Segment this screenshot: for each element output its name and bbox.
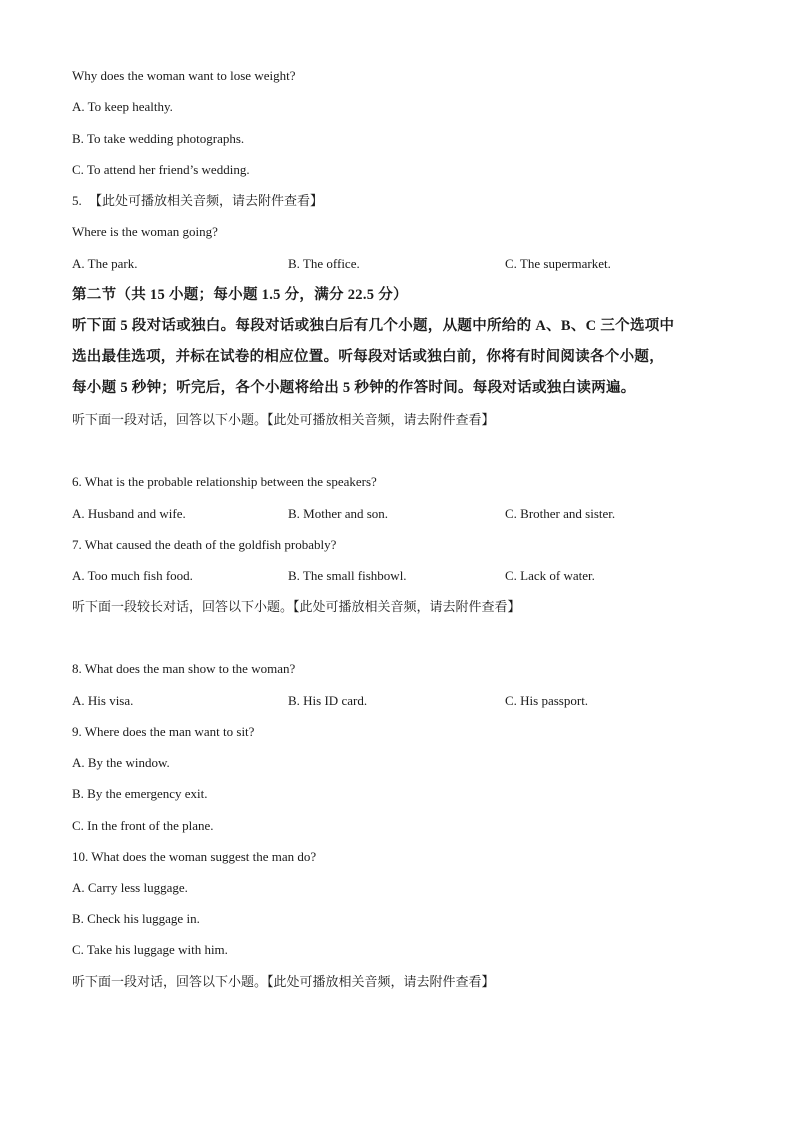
q9-option-c: C. In the front of the plane. [72, 818, 214, 833]
section2-title: 第二节（共 15 小题；每小题 1.5 分，满分 22.5 分） [72, 287, 408, 303]
q8-option-b: B. His ID card. [288, 693, 368, 708]
q5-option-a: A. The park. [72, 256, 138, 271]
q7-option-a: A. Too much fish food. [72, 568, 193, 583]
q10-option-b: B. Check his luggage in. [72, 911, 200, 926]
q8-option-c: C. His passport. [505, 693, 589, 708]
q6-option-a: A. Husband and wife. [72, 506, 186, 521]
q10-option-c: C. Take his luggage with him. [72, 942, 228, 957]
q10-option-a: A. Carry less luggage. [72, 880, 188, 895]
q9-option-b: B. By the emergency exit. [72, 786, 208, 801]
q4-option-c: C. To attend her friend’s wedding. [72, 162, 250, 177]
q4-option-a: A. To keep healthy. [72, 99, 173, 114]
q9-question: 9. Where does the man want to sit? [72, 724, 255, 739]
section2-instruction-line3: 每小题 5 秒钟；听完后，各个小题将给出 5 秒钟的作答时间。每段对话或独白读两遍。 [72, 380, 636, 396]
q6-option-c: C. Brother and sister. [505, 506, 616, 521]
section2-instruction-line1: 听下面 5 段对话或独白。每段对话或独白后有几个小题，从题中所给的 A、B、C 三个选项中 [72, 318, 675, 334]
q5-header [72, 193, 323, 209]
q6-question: 6. What is the probable relationship between the speakers? [72, 474, 377, 489]
q6-option-b: B. Mother and son. [288, 506, 389, 521]
q8-option-a: A. His visa. [72, 693, 134, 708]
q8-question: 8. What does the man show to the woman? [72, 661, 296, 676]
q4-option-b: B. To take wedding photographs. [72, 131, 245, 146]
q4-question: Why does the woman want to lose weight? [72, 68, 296, 83]
q5-option-b: B. The office. [288, 256, 360, 271]
dialog3-intro[interactable]: 听下面一段对话，回答以下小题。【此处可播放相关音频，请去附件查看】 [72, 974, 495, 989]
q5-question: Where is the woman going? [72, 224, 218, 239]
q7-option-c: C. Lack of water. [505, 568, 595, 583]
section2-instruction-line2: 选出最佳选项，并标在试卷的相应位置。听每段对话或独白前，你将有时间阅读各个小题， [72, 349, 664, 365]
q10-question: 10. What does the woman suggest the man do? [72, 849, 317, 864]
dialog2-intro[interactable]: 听下面一段较长对话，回答以下小题。【此处可播放相关音频，请去附件查看】 [72, 599, 521, 614]
q5-option-c: C. The supermarket. [505, 256, 611, 271]
q5-audio-note[interactable]: 【此处可播放相关音频，请去附件查看】 [89, 193, 324, 208]
dialog1-intro[interactable]: 听下面一段对话，回答以下小题。【此处可播放相关音频，请去附件查看】 [72, 412, 495, 427]
q5-number: 5. [72, 193, 82, 208]
q9-option-a: A. By the window. [72, 755, 170, 770]
q7-option-b: B. The small fishbowl. [288, 568, 407, 583]
q7-question: 7. What caused the death of the goldfish probably? [72, 537, 337, 552]
